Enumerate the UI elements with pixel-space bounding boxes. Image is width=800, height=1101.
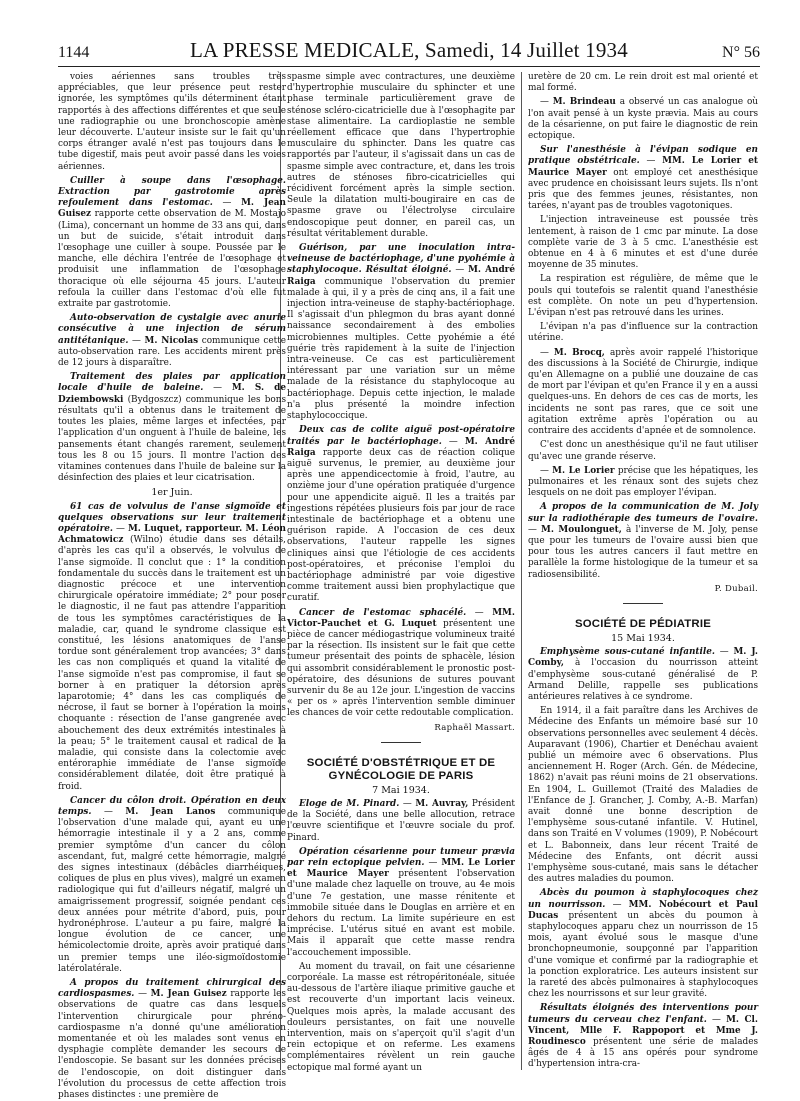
journal-title: LA PRESSE MEDICALE, Samedi, 14 Juillet 1934	[190, 38, 628, 62]
article: Guérison, par une inoculation intra-veineuse de bactériophage, d'une pyohémie à staphylocoque. Résultat éloigné. — M. André Raiga communique l'observation du premier malade à qui, il y a près de cinq ans, il a fait une injection intra-veineuse de staphy-bactériophage. Il s'agissait d'un phlegmon du bras ayant donné naissance secondairement à des embolies microbiennes multiples. Cette pyohémie a été guérie très rapidement à la suite de l'injection intra-veineuse. Ce cas est particulièrement intéressant par une variation sur un même malade de la résistance du staphylocoque au bactériophage. Depuis cette injection, le malade n'a plus présenté la moindre infection staphylococcique.	[287, 243, 515, 422]
article-author: M. Brindeau	[552, 97, 616, 108]
article: Opération césarienne pour tumeur prævia par rein ectopique pelvien. — MM. Le Lorier et Maurice Mayer présentent l'observation d'une malade chez laquelle on trouve, au 4e mois d'une 7e gestation, une masse rénitente et immobile située dans le Douglas en arrière et en dehors du rectum. La limite supérieure en est imprécise. L'utérus situé en avant est mobile. Mais il apparaît que cette masse rendra l'accouchement impossible.	[287, 846, 515, 958]
article-author: M. Jean Lanos	[125, 807, 216, 817]
article-author: M. Jean Guisez	[150, 989, 227, 1000]
paragraph: uretère de 20 cm. Le rein droit est mal orienté et mal formé.	[528, 72, 758, 94]
signature: Raphaël Massart.	[434, 722, 515, 733]
article-title: Opération césarienne pour tumeur prævia par rein ectopique pelvien.	[287, 846, 515, 868]
session-date: 1er Juin.	[151, 487, 193, 499]
article-text: rapporte les observations de quatre cas dans lesquels l'intervention chirurgicale pour phréno-cardiospasme n'a donné qu'une amélioration momentanée et où les malades sont venus en dysphagie complète demander les secours de l'endoscopie. Se basant sur les données précises de l'endoscopie, on doit distinguer dans l'évolution du processus de cette affection trois phases distinctes : une première de	[58, 989, 286, 1101]
article-text: après avoir rappelé l'historique des discussions à la Société de Chirurgie, indique qu'en Allemagne on a publié une douzaine de cas de mort par l'évipan et qu'en France il y en a aussi quelques-uns. En dehors de ces cas de morts, les incidents ne sont pas rares, que ce soit une agitation extrême après l'opération ou au contraire des accidents d'apnée et de somnolence.	[528, 347, 759, 437]
article-text: communique l'observation d'une malade qui, ayant eu une hémorragie intestinale il y a 2 ans, comme premier symptôme d'un cancer du côlon ascendant, fut, malgré cette hémorragie, malgré des signes intestinaux (débâcles diarrhéiques, coliques de plus en plus vives), malgré un examen radiologique qui fut d'ailleurs négatif, malgré un amaigrissement progressif, soignée pendant ces deux années pour métrite d'abord, puis, pour hydronéphrose. L'auteur a pu faire, malgré la longue évolution de ce cancer, une hémicolectomie droite, après avoir pratiqué dans un premier temps une iléo-sigmoïdostomie latérolatérale.	[58, 807, 286, 974]
article: A propos de la communication de M. Joly sur la radiothérapie des tumeurs de l'ovaire. — M. Moulonguet, à l'inverse de M. Joly, pense que pour les tumeurs de l'ovaire aussi bien que pour tous les autres cancers il faut mettre en parallèle la forme histologique de la tumeur et sa radiosensibilité.	[528, 502, 758, 580]
article-text: Président de la Société, dans une belle allocution, retrace l'œuvre scientifique et l'œuvre sociale du prof. Pinard.	[287, 798, 515, 843]
article: Sur l'anesthésie à l'évipan sodique en pratique obstétricale. — MM. Le Lorier et Maurice Mayer ont employé cet anesthésique avec prudence en choisissant leurs sujets. Ils n'ont pris que des femmes jeunes, résistantes, non tarées, n'ayant pas de troubles vagotoniques.	[528, 145, 758, 212]
article-author: MM. Le Lorier et Maurice Mayer	[528, 156, 758, 178]
article-author: M. Moulonguet,	[541, 524, 622, 535]
article: Eloge de M. Pinard. — M. Auvray, Président de la Société, dans une belle allocution, retrace l'œuvre scientifique et l'œuvre sociale du prof. Pinard.	[287, 798, 515, 843]
article-title: Résultats éloignés des interventions pour tumeurs du cerveau chez l'enfant.	[528, 1003, 758, 1025]
column-divider	[521, 72, 522, 1070]
article: Emphysème sous-cutané infantile. — M. J. Comby, à l'occasion du nourrisson atteint d'emphysème sous-cutané généralisé de P. Armand Delille, rappelle ses publications antérieures relatives à ce syndrome.	[528, 647, 759, 702]
article: A propos du traitement chirurgical des cardiospasmes. — M. Jean Guisez rapporte les observations de quatre cas dans lesquels l'intervention chirurgicale pour phréno-cardiospasme n'a donné qu'une amélioration momentanée et où les malades sont venus en dysphagie complète demander les secours de l'endoscopie. Se basant sur les données précises de l'endoscopie, on doit distinguer dans l'évolution du processus de cette affection trois phases distinctes : une première de	[58, 978, 286, 1101]
paragraph: spasme simple avec contractures, une deuxième d'hypertrophie musculaire du sphincter et une phase terminale particulièrement grave de sténose scléro-cicatricielle due à l'œsophagite par stase alimentaire. La cardioplastie ne semble réellement efficace que dans l'hypertrophie musculaire du sphincter. Dans les quatre cas rapportés par l'auteur, il s'agissait dans un cas de spasme simple avec contracture, et, dans les trois autres de sténoses fibro-cicatricielles qui récidivent forcément après la simple section. Seule la dilatation multi-bougiraire en cas de spasme grave ou l'électrolyse circulaire endoscopique peut donner, en pareil cas, un résultat véritablement durable.	[287, 72, 515, 239]
paragraph: La respiration est régulière, de même que le pouls qui toutefois se ralentit quand l'anesthésie est complète. On note un peu d'hypertension. L'évipan n'est pas retrouvé dans les urines.	[528, 274, 758, 319]
article-text: à l'inverse de M. Joly, pense que pour les tumeurs de l'ovaire aussi bien que pour tous les autres cancers il faut mettre en parallèle la forme histologique de la tumeur et sa radiosensibilité.	[528, 524, 758, 580]
section-title: SOCIÉTÉ D'OBSTÉTRIQUE ET DE GYNÉCOLOGIE DE PARIS	[306, 756, 496, 782]
article-title: Deux cas de colite aiguë post-opératoire traités par le bactériophage.	[287, 425, 515, 447]
article-text: présentent un abcès du poumon à staphylocoques apparu chez un nourrisson de 15 mois, ayant évolué sous le masque d'une bronchopneumonie, soupçonné par l'apparition d'une vomique et confirmé par la radiographie et la ponction exploratrice. Les auteurs insistent sur la rareté des abcès pulmonaires à staphylocoques chez les nourrissons et sur leur gravité.	[528, 910, 758, 1000]
article-text: présentent une pièce de cancer médiogastrique volumineux traité par la résection. Ils insistent sur le fait que cette tumeur présentait des points de sphacèle, lésion qui assombrit considérablement le pronostic post-opératoire, des désunions de sutures pouvant survenir du 8e au 12e jour. L'ingestion de vaccins « per os » après l'intervention semble diminuer les chances de voir cette redoutable complication.	[287, 618, 516, 719]
paragraph: voies aériennes sans troubles très appréciables, que leur présence peut rester ignorée, les symptômes qu'ils déterminent étant rapportés à des affections différentes et que seule une radiographie ou une bronchoscopie amène leur découverte. L'auteur insiste sur le fait qu'un corps étranger avalé n'est pas toujours dans le tube digestif, mais peut avoir passé dans les voies aériennes.	[58, 72, 286, 172]
article-title: Auto-observation de cystalgie avec anurie consécutive à une injection de sérum antitétanique.	[58, 313, 286, 346]
paragraph: Au moment du travail, on fait une césarienne corporéale. La masse est rétropéritonéale, située au-dessous de l'artère iliaque primitive gauche et est recouverte d'un important lacis veineux. Quelques mois après, la malade accusant des douleurs persistantes, on fait une nouvelle intervention, mais on s'aperçoit qu'il s'agit d'un rein ectopique et on referme. Les examens complémentaires révèlent un rein gauche ectopique mal formé ayant un	[287, 961, 515, 1073]
article: Traitement des plaies par application locale d'huile de baleine. — M. S. de Dziembowski (Bydgoszcz) communique les bons résultats qu'il a obtenus dans le traitement de toutes les plaies, même larges et infectées, par l'application d'un onguent à l'huile de baleine, les pansements étant changés rarement, seulement tous les 8 ou 15 jours. Il montre l'action des vitamines contenues dans l'huile de baleine sur la désinfection des plaies et leur cicatrisation.	[58, 372, 287, 484]
article-author: M. André Raiga	[287, 436, 515, 458]
article-text: rapporte cette observation de M. Mostajo (Lima), concernant un homme de 33 ans qui, dans un but de suicide, s'était introduit dans l'œsophage une cuiller à soupe. Poussée par le manche, elle déchira l'entrée de l'œsophage et produisit une inflammation de l'œsophage thoracique où elle séjourna 45 jours. L'auteur refoula la cuiller dans l'estomac d'où elle fut extraite par gastrotomie.	[58, 209, 286, 310]
article-title: Eloge de M. Pinard.	[299, 798, 400, 809]
session-date: 7 Mai 1934.	[372, 784, 430, 796]
article-author: M. Cl. Vincent, Mlle F. Rappoport et Mme J. Roudinesco	[528, 1014, 758, 1048]
header-rule	[58, 66, 760, 67]
article-author: MM. Victor-Pauchet et G. Luquet	[287, 607, 515, 629]
article-text: ont employé cet anesthésique avec prudence en choisissant leurs sujets. Ils n'ont pris que des femmes jeunes, résistantes, non tarées, n'ayant pas de troubles vagotoniques.	[528, 167, 758, 212]
paragraph: L'injection intraveineuse est poussée très lentement, à raison de 1 cmc par minute. La dose complète varie de 3 à 5 cmc. L'anesthésie est obtenue en 4 à 6 minutes et est d'une durée moyenne de 35 minutes.	[528, 215, 758, 271]
column-2	[287, 72, 515, 1072]
article: 61 cas de volvulus de l'anse sigmoïde et quelques observations sur leur traitement opératoire. — M. Luquet, rapporteur. M. Léon Achmatowicz (Wilno) étudie dans ses détails, d'après les cas qu'il a observés, le volvulus de l'anse sigmoïde. Il conclut que : 1° la condition fondamentale du succès dans le traitement est un diagnostic précoce et une intervention chirurgicale opératoire immédiate; 2° pour poser le diagnostic, il ne faut pas attendre l'apparition de tous les symptômes caractéristiques de la maladie, car, quand le syndrome classique est constitué, les lésions anatomiques de l'anse tordue sont généralement trop avancées; 3° dans les cas non compliqués et quand la vitalité de l'anse sigmoïde n'est pas compromise, il faut se borner à en pratiquer la détorsion après laparotomie; 4° dans les cas compliqués de nécrose, il faut se borner à l'opération la moins choquante : résection de l'anse gangrenée avec abouchement des deux extrémités intestinales à la peau; 5° le traitement causal et radical de la maladie, qui consiste dans la colectomie avec entéroraphie immédiate de l'anse sigmoïde considérablement dilatée, doit être pratiqué à froid.	[58, 501, 286, 792]
separator	[381, 742, 421, 743]
article-title: Sur l'anesthésie à l'évipan sodique en pratique obstétricale.	[528, 145, 758, 167]
article-author: M. S. de Dziembowski	[58, 383, 286, 405]
article: Deux cas de colite aiguë post-opératoire traités par le bactériophage. — M. André Raiga rapporte deux cas de réaction colique aiguë survenus, le premier, au deuxième jour après une appendicectomie à froid, l'autre, au onzième jour d'une opération pratiquée d'urgence pour une appendicite aiguë. Il les a traités par ingestions répétées plusieurs fois par jour de race intestinale de bactériophage et a obtenu une guérison rapide. A l'occasion de ces deux observations, l'auteur rappelle les signes cliniques ainsi que l'étiologie de ces accidents post-opératoires, et préconise l'emploi du bactériophage administré par voie digestive comme traitement aussi bien prophylactique que curatif.	[287, 425, 516, 604]
article: — M. Brocq, après avoir rappelé l'historique des discussions à la Société de Chirurgie, indique qu'en Allemagne on a publié une douzaine de cas de mort par l'évipan et qu'en France il y en a aussi quelques-uns. En dehors de ces cas de morts, les incidents ne sont pas rares, que ce soit une agitation extrême après l'opération ou au contraire des accidents d'apnée et de somnolence.	[528, 347, 759, 437]
article-text: à l'occasion du nourrisson atteint d'emphysème sous-cutané généralisé de P. Armand Delille, rappelle ses publications antérieures relatives à ce syndrome.	[528, 658, 759, 702]
article-title: A propos de la communication de M. Joly sur la radiothérapie des tumeurs de l'ovaire.	[528, 502, 758, 524]
article-author: M. Jean Guisez	[58, 198, 286, 220]
article-title: Cuiller à soupe dans l'œsophage. Extraction par gastrotomie après refoulement dans l'estomac.	[58, 175, 286, 209]
article-text: communique cette auto-observation rare. Les accidents mirent près de 12 jours à disparaître.	[58, 335, 286, 369]
article-author: M. Nicolas	[144, 335, 199, 346]
article-title: A propos du traitement chirurgical des cardiospasmes.	[58, 978, 286, 1000]
article: — M. Brindeau a observé un cas analogue où l'on avait pensé à un kyste prævia. Mais au cours de la césarienne, on put faire le diagnostic de rein ectopique.	[528, 97, 758, 142]
article: Cancer de l'estomac sphacélé. — MM. Victor-Pauchet et G. Luquet présentent une pièce de cancer médiogastrique volumineux traité par la résection. Ils insistent sur le fait que cette tumeur présentait des points de sphacèle, lésion qui assombrit considérablement le pronostic post-opératoire, des désunions de sutures pouvant survenir du 8e au 12e jour. L'ingestion de vaccins « per os » après l'intervention semble diminuer les chances de voir cette redoutable complication.	[287, 607, 516, 719]
article-text: précise que les hépatiques, les pulmonaires et les rénaux sont des sujets chez lesquels on ne doit pas employer l'évipan.	[528, 465, 759, 499]
article: Cancer du côlon droit. Opération en deux temps. — M. Jean Lanos communique l'observation d'une malade qui, ayant eu une hémorragie intestinale il y a 2 ans, comme premier symptôme d'un cancer du côlon ascendant, fut, malgré cette hémorragie, malgré des signes intestinaux (débâcles diarrhéiques, coliques de plus en plus vives), malgré un examen radiologique qui fut d'ailleurs négatif, malgré un amaigrissement progressif, soignée pendant ces deux années pour métrite d'abord, puis, pour hydronéphrose. L'auteur a pu faire, malgré la longue évolution de ce cancer, une hémicolectomie droite, après avoir pratiqué dans un premier temps une iléo-sigmoïdostomie latérolatérale.	[58, 795, 286, 974]
article: Auto-observation de cystalgie avec anurie consécutive à une injection de sérum antitétanique. — M. Nicolas communique cette auto-observation rare. Les accidents mirent près de 12 jours à disparaître.	[58, 313, 286, 369]
article-text: présentent une série de malades âgés de 4 à 15 ans opérés pour syndrome d'hypertension intra-cra-	[528, 1037, 758, 1070]
article: Résultats éloignés des interventions pour tumeurs du cerveau chez l'enfant. — M. Cl. Vincent, Mlle F. Rappoport et Mme J. Roudinesco présentent une série de malades âgés de 4 à 15 ans opérés pour syndrome d'hypertension intra-cra-	[528, 1003, 758, 1070]
article-title: Cancer du côlon droit. Opération en deux temps.	[58, 795, 286, 817]
article-author: M. André Raiga	[287, 265, 515, 287]
article-author: MM. Le Lorier et Maurice Mayer	[287, 858, 515, 880]
article-author: M. Auvray,	[415, 798, 469, 809]
session-date: 15 Mai 1934.	[611, 632, 675, 644]
article-author: M. Brocq,	[553, 347, 605, 358]
issue-number: N° 56	[722, 44, 760, 61]
article-text: (Wilno) étudie dans ses détails, d'après les cas qu'il a observés, le volvulus de l'anse sigmoïde. Il conclut que : 1° la condition fondamentale du succès dans le traitement est un diagnostic précoce et une intervention chirurgicale opératoire immédiate; 2° pour poser le diagnostic, il ne faut pas attendre l'apparition de tous les symptômes caractéristiques de la maladie, car, quand le syndrome classique est constitué, les lésions anatomiques de l'anse tordue sont généralement trop avancées; 3° dans les cas non compliqués et quand la vitalité de l'anse sigmoïde n'est pas compromise, il faut se borner à en pratiquer la détorsion après laparotomie; 4° dans les cas compliqués de nécrose, il faut se borner à l'opération la moins choquante : résection de l'anse gangrenée avec abouchement des deux extrémités intestinales à la peau; 5° le traitement causal et radical de la maladie, qui consiste dans la colectomie avec entéroraphie immédiate de l'anse sigmoïde considérablement dilatée, doit être pratiqué à froid.	[58, 535, 286, 792]
article-text: présentent l'observation d'une malade chez laquelle on trouve, au 4e mois d'une 7e gestation, une masse rénitente et immobile située dans le Douglas en arrière et en dehors du rectum. La limite supérieure en est imprécise. L'utérus situé en avant est mobile. Mais il apparaît que cette masse rendra l'accouchement impossible.	[287, 869, 515, 958]
article: Abcès du poumon à staphylocoques chez un nourrisson. — MM. Nobécourt et Paul Ducas présentent un abcès du poumon à staphylocoques apparu chez un nourrisson de 15 mois, ayant évolué sous le masque d'une bronchopneumonie, soupçonné par l'apparition d'une vomique et confirmé par la radiographie et la ponction exploratrice. Les auteurs insistent sur la rareté des abcès pulmonaires à staphylocoques chez les nourrissons et sur leur gravité.	[528, 888, 759, 1000]
article-text: (Bydgoszcz) communique les bons résultats qu'il a obtenus dans le traitement de toutes les plaies, même larges et infectées, par l'application d'un onguent à l'huile de baleine, les pansements étant changés rarement, seulement tous les 8 ou 15 jours. Il montre l'action des vitamines contenues dans l'huile de baleine sur la désinfection des plaies et leur cicatrisation.	[58, 394, 287, 484]
section-title: SOCIÉTÉ DE PÉDIATRIE	[574, 617, 712, 630]
article-text: a observé un cas analogue où l'on avait pensé à un kyste prævia. Mais au cours de la césarienne, on put faire le diagnostic de rein ectopique.	[528, 97, 758, 142]
article: Cuiller à soupe dans l'œsophage. Extraction par gastrotomie après refoulement dans l'estomac. — M. Jean Guisez rapporte cette observation de M. Mostajo (Lima), concernant un homme de 33 ans qui, dans un but de suicide, s'était introduit dans l'œsophage une cuiller à soupe. Poussée par le manche, elle déchira l'entrée de l'œsophage et produisit une inflammation de l'œsophage thoracique où elle séjourna 45 jours. L'auteur refoula la cuiller dans l'estomac d'où elle fut extraite par gastrotomie.	[58, 175, 286, 310]
paragraph: L'évipan n'a pas d'influence sur la contraction utérine.	[528, 322, 758, 344]
separator	[623, 603, 663, 604]
paragraph: C'est donc un anesthésique qu'il ne faut utiliser qu'avec une grande réserve.	[528, 440, 758, 462]
article-author: M. Le Lorier	[552, 465, 615, 476]
signature: P. Dubail.	[714, 583, 758, 594]
article-title: Emphysème sous-cutané infantile.	[540, 647, 716, 658]
page-number: 1144	[58, 44, 90, 61]
article-title: 61 cas de volvulus de l'anse sigmoïde et quelques observations sur leur traitement opératoire.	[58, 501, 286, 534]
page-header	[58, 38, 760, 64]
column-1	[58, 72, 287, 1101]
column-3	[528, 72, 758, 1072]
article-title: Abcès du poumon à staphylocoques chez un nourrisson.	[528, 888, 758, 910]
article: — M. Le Lorier précise que les hépatiques, les pulmonaires et les rénaux sont des sujets chez lesquels on ne doit pas employer l'évipan.	[528, 465, 759, 499]
article-text: rapporte deux cas de réaction colique aiguë survenus, le premier, au deuxième jour après une appendicectomie à froid, l'autre, au onzième jour d'une opération pratiquée d'urgence pour une appendicite aiguë. Il les a traités par ingestions répétées plusieurs fois par jour de race intestinale de bactériophage et a obtenu une guérison rapide. A l'occasion de ces deux observations, l'auteur rappelle les signes cliniques ainsi que l'étiologie de ces accidents post-opératoires, et préconise l'emploi du bactériophage administré par voie digestive comme traitement aussi bien prophylactique que curatif.	[287, 447, 516, 604]
article-title: Guérison, par une inoculation intra-veineuse de bactériophage, d'une pyohémie à staphylocoque. Résultat éloigné.	[287, 243, 515, 276]
article-author: M. J. Comby,	[528, 647, 758, 669]
article-title: Traitement des plaies par application locale d'huile de baleine.	[58, 372, 286, 394]
article-text: communique l'observation du premier malade à qui, il y a près de cinq ans, il a fait une injection intra-veineuse de staphy-bactériophage. Il s'agissait d'un phlegmon du bras ayant donné naissance secondairement à des embolies microbiennes multiples. Cette pyohémie a été guérie très rapidement à la suite de l'injection intra-veineuse. Ce cas est particulièrement intéressant par une variation sur un même malade de la résistance du staphylocoque au bactériophage. Depuis cette injection, le malade n'a plus présenté la moindre infection staphylococcique.	[287, 276, 515, 422]
article-author: M. Luquet, rapporteur. M. Léon Achmatowicz	[58, 523, 286, 546]
article-title: Cancer de l'estomac sphacélé.	[299, 607, 467, 618]
paragraph: En 1914, il a fait paraître dans les Archives de Médecine des Enfants un mémoire basé sur 10 observations personnelles avec seulement 4 décès. Auparavant (1906), Chartier et Denéchau avaient publié un mémoire avec 6 observations. Plus anciennement H. Roger (Arch. Gén. de Médecine, 1862) n'avait pas réuni moins de 21 observations. En 1904, L. Guillemot (Traité des Maladies de l'Enfance de J. Grancher, J. Comby, A.-B. Marfan) avait donné une bonne description de l'emphysème sous-cutané infantile. V. Hutinel, dans son Traité en V volumes (1909), P. Nobécourt et L. Babonneix, dans leur récent Traité de Médecine des Enfants, ont décrit aussi l'emphysème sous-cutané, mais sans le détacher des autres maladies du poumon.	[528, 706, 759, 885]
article-author: MM. Nobécourt et Paul Ducas	[528, 899, 759, 921]
